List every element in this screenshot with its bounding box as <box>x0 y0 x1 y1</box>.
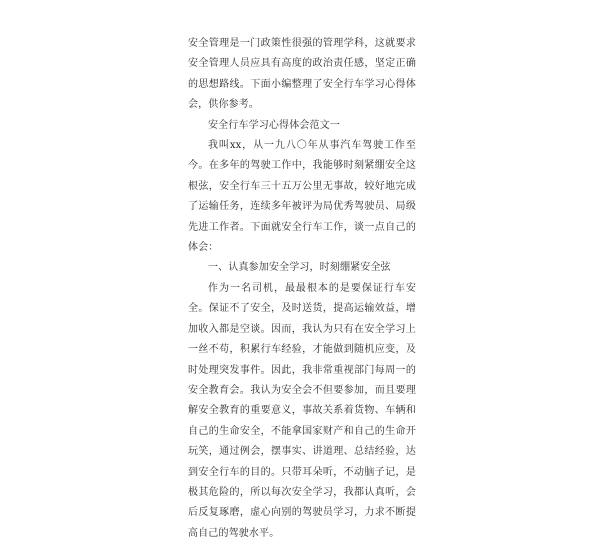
body-paragraph-1: 我叫xx，从一九八〇年从事汽车驾驶工作至今。在多年的驾驶工作中，我能够时刻紧绷安全这根弦，安全行车三十五万公里无事故，较好地完成了运输任务，连续多年被评为局优秀驾驶员、局级先进工作者。下面就安全行车工作，谈一点自己的体会： <box>188 140 416 254</box>
article-heading: 安全行车学习心得体会范文一 <box>208 119 340 131</box>
section-title-1: 一、认真参加安全学习，时刻绷紧安全弦 <box>208 262 391 274</box>
body-paragraph-2: 作为一名司机，最最根本的是要保证行车安全。保证不了安全，及时送货，提高运输效益，增加收入都是空谈。因而，我认为只有在安全学习上一丝不苟，积累行车经验，才能做到随机应变，及时处理突发事件。因此，我非常重视部门每周一的安全教育会。我认为安全会不但要参加，而且要理解安全教育的重要意义，事故关系着货物、车辆和自己的生命安全，不能拿国家财产和自己的生命开玩笑，通过例会，摆事实、讲道理、总结经验，达到安全行车的目的。只带耳朵听，不动脑子记，是极其危险的，所以每次安全学习，我都认真听，会后反复琢磨，虚心向别的驾驶员学习，力求不断提高自己的驾驶水平。 <box>188 282 416 539</box>
article-body <box>188 34 416 544</box>
intro-paragraph: 安全管理是一门政策性很强的管理学科，这就要求安全管理人员应具有高度的政治责任感，坚定正确的思想路线。下面小编整理了安全行车学习心得体会，供你参考。 <box>188 38 416 111</box>
